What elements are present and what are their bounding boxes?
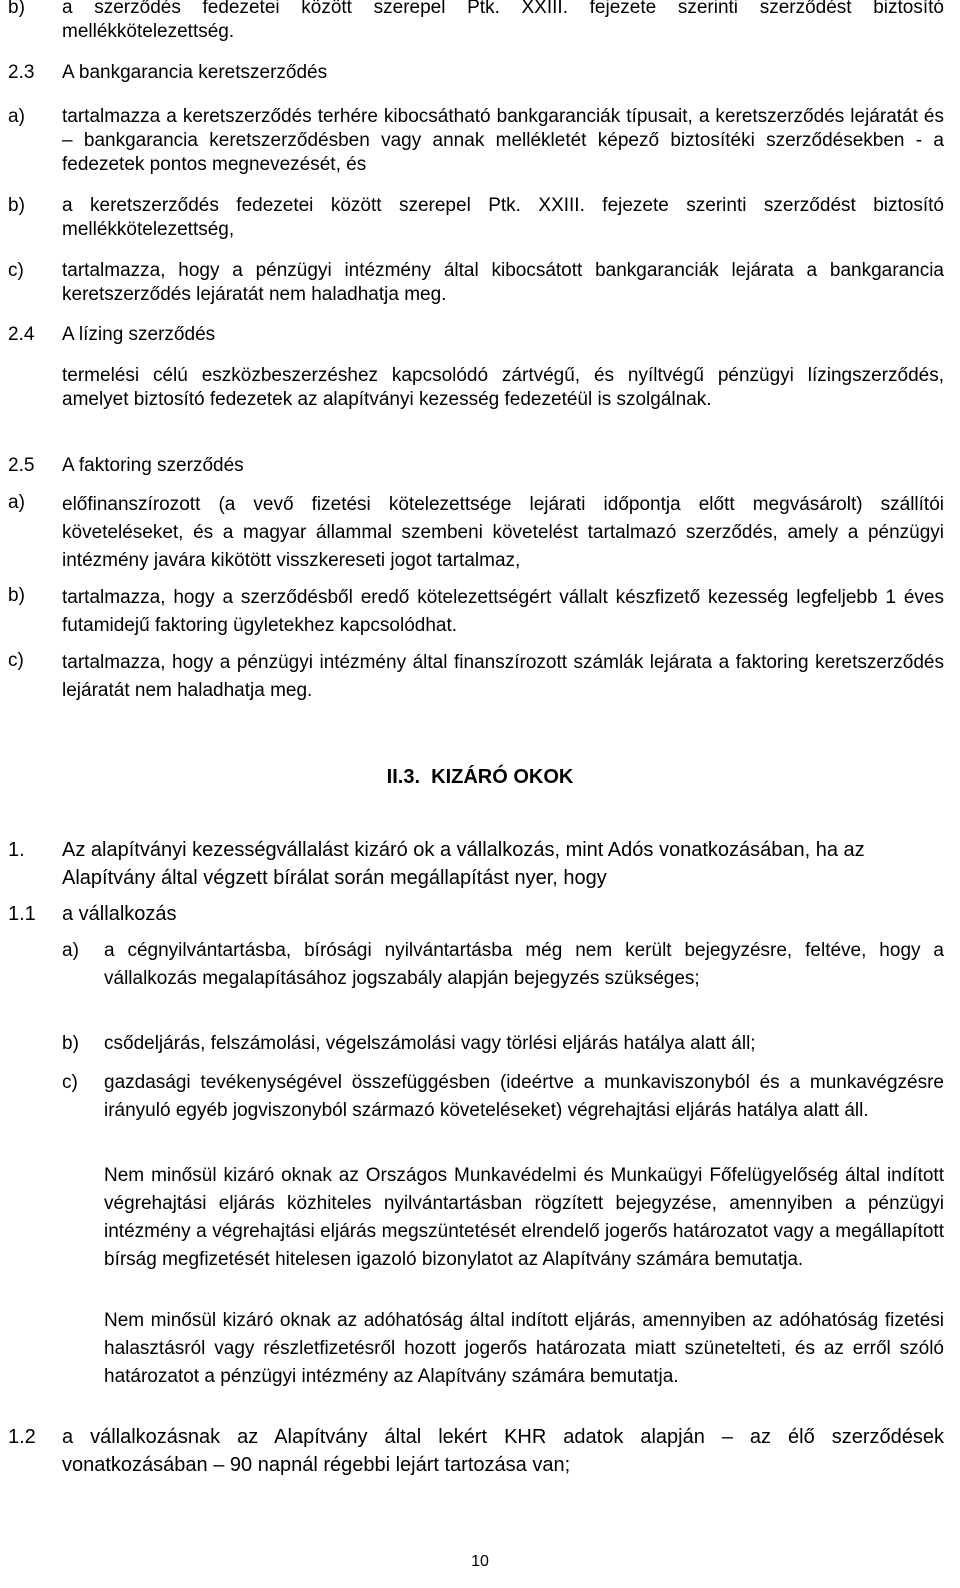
item-text: a szerződés fedezetei között szerepel Ptk. XXIII. fejezete szerinti szerződést biztosító mellékkötelezettség. (62, 0, 944, 42)
section-number: 2.4 (8, 324, 35, 345)
list-item (8, 836, 944, 892)
list-item (8, 491, 944, 587)
paragraph-text: termelési célú eszközbeszerzéshez kapcsolódó zártvégű, és nyíltvégű pénzügyi lízingszerződés, amelyet biztosító fedezetek az alapítványi kezesség fedezetéül is szolgálnak. (62, 365, 944, 410)
item-text: Az alapítványi kezességvállalást kizáró ok a vállalkozás, mint Adós vonatkozásában, ha az Alapítvány által végzett bírálat során megállapítást nyer, hogy (62, 839, 865, 889)
item-label: c) (8, 260, 24, 281)
section-title: A bankgarancia keretszerződés (62, 62, 328, 83)
paragraph-text: Nem minősül kizáró oknak az Országos Munkavédelmi és Munkaügyi Főfelügyelőség által indított végrehajtási eljárás közhiteles nyilvántartásban rögzített bejegyzése, amennyiben a pénzügyi intézmény a végrehajtási eljárás megszüntetését elrendelő jogerős határozatot vagy a megállapított bírság megfizetését hitelesen igazoló bizonylatot az Alapítvány számára bemutatja. (104, 1165, 944, 1270)
list-item (62, 1069, 944, 1153)
section-number: 2.5 (8, 455, 35, 476)
section-heading (8, 61, 944, 85)
paragraph (8, 364, 944, 436)
item-label: b) (8, 195, 25, 216)
section-title: A faktoring szerződés (62, 455, 244, 476)
chapter-title: II.3. KIZÁRÓ OKOK (386, 766, 574, 788)
list-item (8, 194, 944, 242)
list-item (8, 0, 944, 44)
page-number: 10 (471, 1553, 489, 1570)
list-item (8, 584, 944, 640)
item-label: 1. (8, 839, 25, 861)
list-item (8, 259, 944, 307)
item-label: b) (8, 585, 25, 606)
list-item (62, 937, 944, 1021)
item-label: c) (62, 1072, 78, 1093)
item-label: a) (8, 106, 25, 127)
item-text: a cégnyilvántartásba, bírósági nyilvántartásba még nem került bejegyzésre, feltéve, hogy a vállalkozás megalapításához jogszabály alapján bejegyzés szükséges; (104, 940, 944, 989)
list-item (8, 900, 944, 928)
item-text: csődeljárás, felszámolási, végelszámolási vagy törlési eljárás hatálya alatt áll; (104, 1033, 756, 1054)
section-heading (8, 454, 944, 478)
item-label: a) (8, 492, 25, 513)
item-text: előfinanszírozott (a vevő fizetési kötelezettsége lejárati időpontja előtt megvásárolt) szállítói követeléseket, és a magyar állammal szembeni követelést tartalmazó szerződés, amely a pénzügyi intézmény javára kikötött visszkereseti jogot tartalmaz, (62, 494, 944, 571)
item-label: b) (62, 1033, 79, 1054)
section-number: 2.3 (8, 62, 35, 83)
list-item (8, 105, 944, 177)
item-label: c) (8, 650, 24, 671)
item-text: tartalmazza, hogy a szerződésből eredő kötelezettségért vállalt készfizető kezesség legfeljebb 1 éves futamidejű faktoring ügyletekhez kapcsolódhat. (62, 587, 944, 636)
paragraph (104, 1162, 944, 1302)
item-text: tartalmazza, hogy a pénzügyi intézmény által kibocsátott bankgaranciák lejárata a bankgarancia keretszerződés lejáratát nem haladhatja meg. (62, 260, 944, 305)
item-text: tartalmazza, hogy a pénzügyi intézmény által finanszírozott számlák lejárata a faktoring keretszerződés lejáratát nem haladhatja meg. (62, 652, 944, 701)
paragraph (104, 1307, 944, 1419)
item-label: a) (62, 940, 79, 961)
item-text: tartalmazza a keretszerződés terhére kibocsátható bankgaranciák típusait, a keretszerződés lejáratát és – bankgarancia keretszerződésben vagy annak mellékletét képező biztosítéki szerződésekben - a fedezetek pontos megnevezését, és (62, 106, 944, 175)
item-text: gazdasági tevékenységével összefüggésben (ideértve a munkaviszonyból és a munkavégzésre irányuló egyéb jogviszonyból származó követeléseket) végrehajtási eljárás hatálya alatt áll. (104, 1072, 944, 1121)
section-title: A lízing szerződés (62, 324, 216, 345)
item-text: a vállalkozás (62, 903, 177, 925)
list-item (8, 1423, 944, 1479)
section-heading (8, 323, 944, 347)
item-label: 1.1 (8, 903, 36, 925)
item-label: b) (8, 0, 25, 18)
list-item (8, 649, 944, 705)
item-label: 1.2 (8, 1426, 36, 1448)
list-item (62, 1030, 944, 1058)
item-text: a vállalkozásnak az Alapítvány által lekért KHR adatok alapján – az élő szerződések vonatkozásában – 90 napnál régebbi lejárt tartozása van; (62, 1426, 944, 1476)
item-text: a keretszerződés fedezetei között szerepel Ptk. XXIII. fejezete szerinti szerződést biztosító mellékkötelezettség, (62, 195, 944, 240)
paragraph-text: Nem minősül kizáró oknak az adóhatóság által indított eljárás, amennyiben az adóhatóság fizetési halasztásról vagy részletfizetésről hozott jogerős határozata miatt szünetelteti, és az erről szóló határozatot a pénzügyi intézmény az Alapítvány számára bemutatja. (104, 1310, 944, 1387)
